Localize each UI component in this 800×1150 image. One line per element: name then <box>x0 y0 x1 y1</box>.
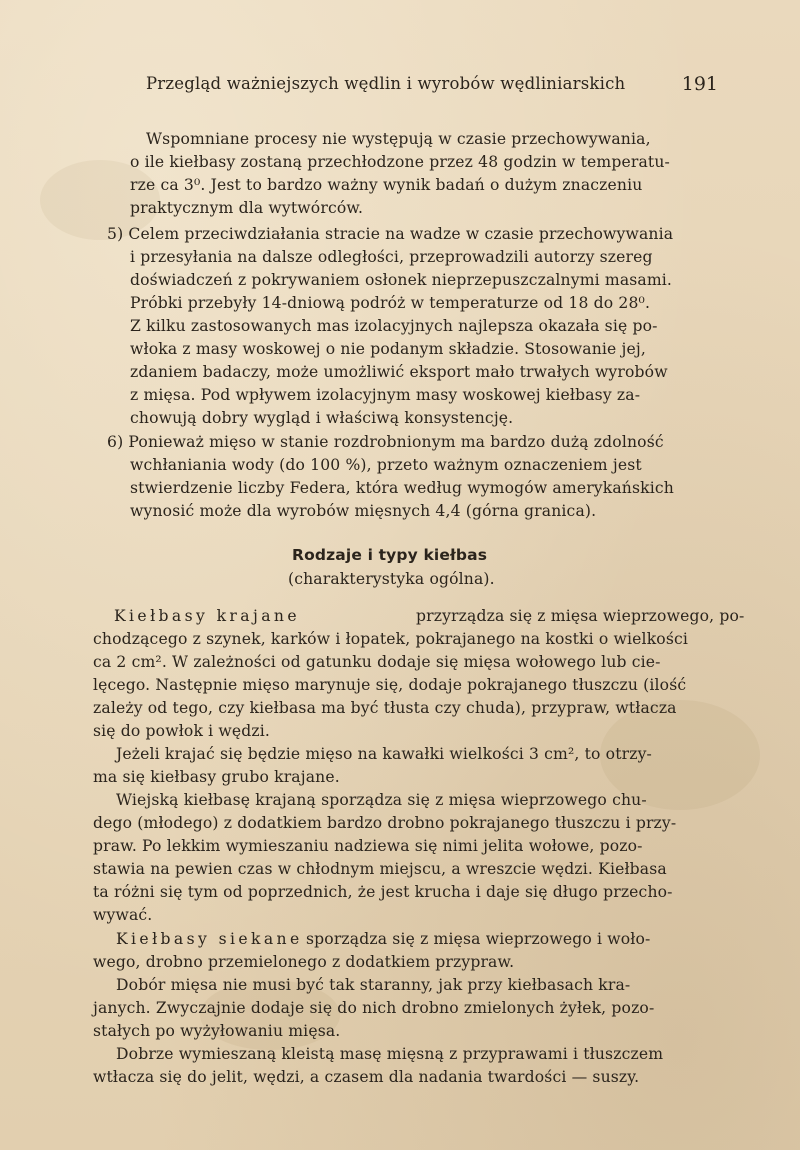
text-line: Jeżeli krajać się będzie mięso na kawałki wielkości 3 cm², to otrzy- <box>116 745 652 763</box>
text-line: Z kilku zastosowanych mas izolacyjnych najlepsza okazała się po- <box>130 317 658 335</box>
text-line: rze ca 3⁰. Jest to bardzo ważny wynik badań o dużym znaczeniu <box>130 176 643 194</box>
text-line: zależy od tego, czy kiełbasa ma być tłusta czy chuda), przypraw, wtłacza <box>93 699 677 717</box>
text-line: doświadczeń z pokrywaniem osłonek nieprzepuszczalnymi masami. <box>130 271 673 289</box>
text-line: wywać. <box>93 906 153 924</box>
text-line: Wspomniane procesy nie występują w czasie przechowywania, <box>146 130 651 148</box>
text-line: Wiejską kiełbasę krajaną sporządza się z mięsa wieprzowego chu- <box>116 791 647 809</box>
text-line: stwierdzenie liczby Federa, która według wymogów amerykańskich <box>130 479 674 497</box>
text-line: wchłaniania wody (do 100 %), przeto ważnym oznaczeniem jest <box>130 456 642 474</box>
text-line: się do powłok i wędzi. <box>93 722 271 740</box>
list-item-5: 5) Celem przeciwdziałania stracie na wadze w czasie przechowywania <box>107 225 674 243</box>
text-line: lęcego. Następnie mięso marynuje się, dodaje pokrajanego tłuszczu (ilość <box>93 676 687 694</box>
text-line: Dobór mięsa nie musi być tak staranny, jak przy kiełbasach kra- <box>116 976 631 994</box>
header-title: Przegląd ważniejszych wędlin i wyrobów wędliniarskich <box>146 74 626 93</box>
running-header <box>146 74 720 102</box>
text-line: przyrządza się z mięsa wieprzowego, po- <box>416 607 745 625</box>
term-kielbasy-krajane: Kiełbasy krajane <box>114 607 300 625</box>
text-line: włoka z masy woskowej o nie podanym składzie. Stosowanie jej, <box>130 340 646 358</box>
text-line: wtłacza się do jelit, wędzi, a czasem dla nadania twardości — suszy. <box>93 1068 640 1086</box>
text-line: chowują dobry wygląd i właściwą konsystencję. <box>130 409 514 427</box>
text-line: Próbki przebyły 14-dniową podróż w temperaturze od 18 do 28⁰. <box>130 294 651 312</box>
text-line: wego, drobno przemielonego z dodatkiem przypraw. <box>93 953 515 971</box>
text-line: stawia na pewien czas w chłodnym miejscu, a wreszcie wędzi. Kiełbasa <box>93 860 667 878</box>
list-item-6: 6) Ponieważ mięso w stanie rozdrobnionym ma bardzo dużą zdolność <box>107 433 664 451</box>
section-subheading: (charakterystyka ogólna). <box>288 570 495 588</box>
term-kielbasy-siekane: Kiełbasy siekane <box>116 930 303 948</box>
text-line: wynosić może dla wyrobów mięsnych 4,4 (górna granica). <box>130 502 597 520</box>
section-heading: Rodzaje i typy kiełbas <box>292 546 488 564</box>
text-line: stałych po wyżyłowaniu mięsa. <box>93 1022 341 1040</box>
text-line: janych. Zwyczajnie dodaje się do nich drobno zmielonych żyłek, pozo- <box>93 999 655 1017</box>
text-line: ma się kiełbasy grubo krajane. <box>93 768 340 786</box>
text-line: chodzącego z szynek, karków i łopatek, pokrajanego na kostki o wielkości <box>93 630 689 648</box>
text-line: z mięsa. Pod wpływem izolacyjnym masy woskowej kiełbasy za- <box>130 386 641 404</box>
text-line: dego (młodego) z dodatkiem bardzo drobno pokrajanego tłuszczu i przy- <box>93 814 677 832</box>
text-line: ta różni się tym od poprzednich, że jest krucha i daje się długo przecho- <box>93 883 673 901</box>
text-line: i przesyłania na dalsze odległości, przeprowadzili autorzy szereg <box>130 248 653 266</box>
text-line: praw. Po lekkim wymieszaniu nadziewa się nimi jelita wołowe, pozo- <box>93 837 643 855</box>
text-line: Dobrze wymieszaną kleistą masę mięsną z przyprawami i tłuszczem <box>116 1045 664 1063</box>
text-line: zdaniem badaczy, może umożliwić eksport mało trwałych wyrobów <box>130 363 668 381</box>
text-line: ca 2 cm². W zależności od gatunku dodaje się mięsa wołowego lub cie- <box>93 653 661 671</box>
text-line: sporządza się z mięsa wieprzowego i woło- <box>306 930 651 948</box>
text-line: praktycznym dla wytwórców. <box>130 199 364 217</box>
page-number: 191 <box>681 73 718 95</box>
text-line: o ile kiełbasy zostaną przechłodzone przez 48 godzin w temperatu- <box>130 153 670 171</box>
